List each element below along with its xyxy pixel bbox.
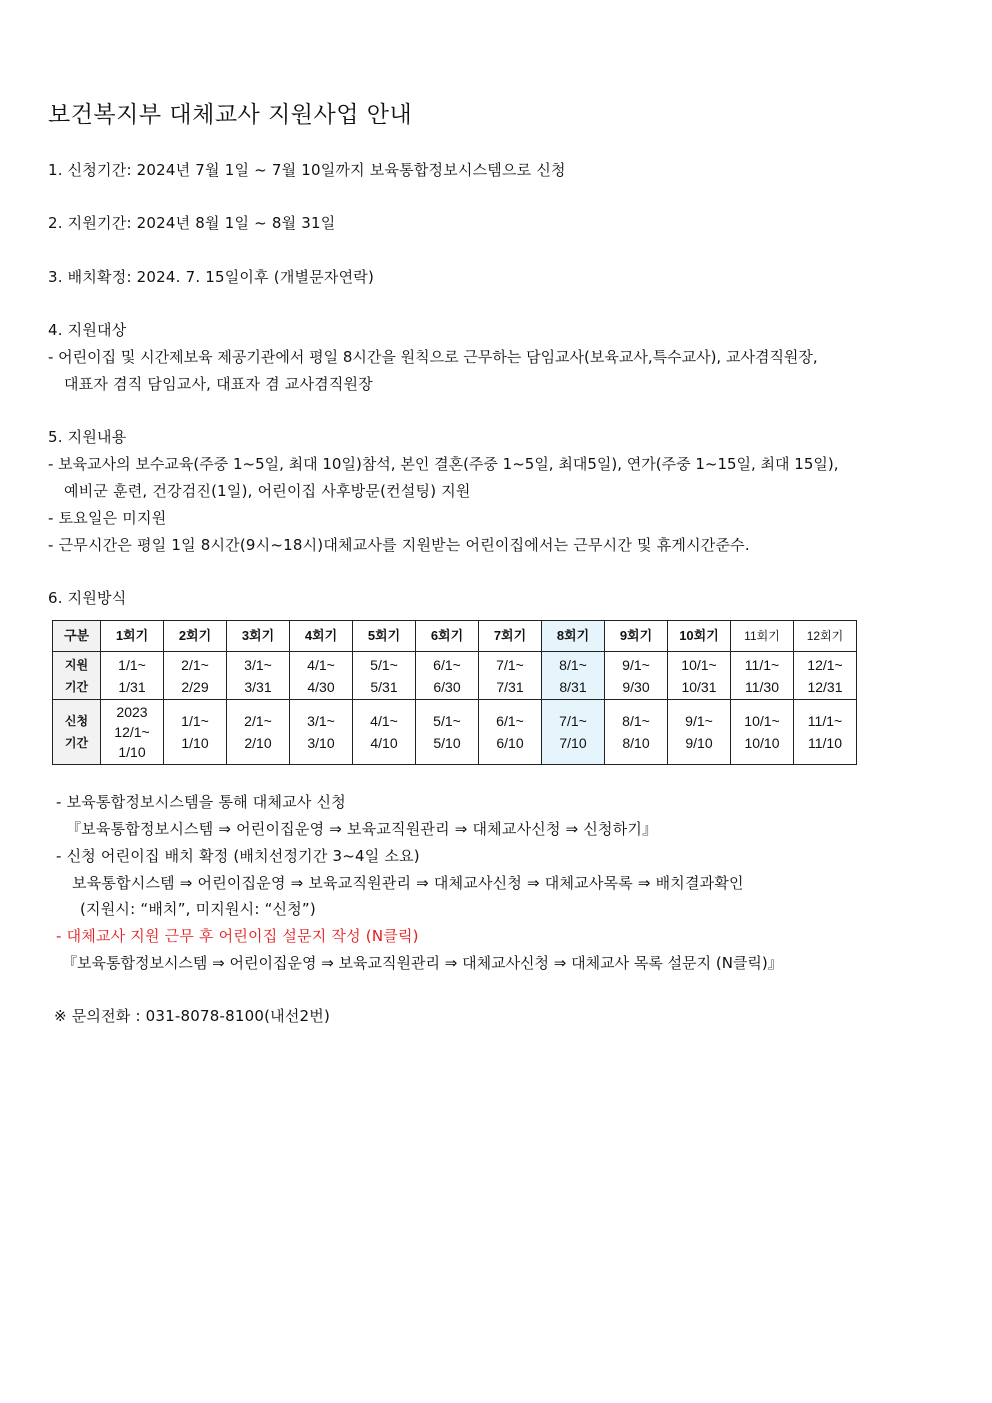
apply-cell: 3/1~ 3/10 [290,700,353,765]
section-method-heading: 6. 지원방식 [48,589,127,607]
section-support-period: 2. 지원기간: 2024년 8월 1일 ~ 8월 31일 [48,214,336,232]
apply-period-row [53,700,857,765]
apply-cell: 5/1~ 5/10 [416,700,479,765]
support-cell: 11/1~ 11/30 [731,652,794,700]
support-cell: 10/1~ 10/31 [668,652,731,700]
apply-cell: 11/1~ 11/10 [794,700,857,765]
section-placement: 3. 배치확정: 2024. 7. 15일이후 (개별문자연락) [48,268,375,286]
apply-cell-highlighted: 7/1~ 7/10 [542,700,605,765]
round-header: 6회기 [416,621,479,652]
apply-cell-first: 2023 12/1~ 1/10 [101,700,164,765]
support-cell: 4/1~ 4/30 [290,652,353,700]
section-content-heading: 5. 지원내용 [48,428,127,446]
support-cell: 2/1~ 2/29 [164,652,227,700]
round-header: 3회기 [227,621,290,652]
contact-phone: ※ 문의전화 : 031-8078-8100(내선2번) [54,1007,331,1025]
note-survey-path: 『보육통합정보시스템 ⇒ 어린이집운영 ⇒ 보육교직원관리 ⇒ 대체교사신청 ⇒ 대체교사 목록 설문지 (N클릭)』 [62,954,783,972]
schedule-table [52,620,857,765]
header-label-cell: 구분 [53,621,101,652]
section-content-line4: - 근무시간은 평일 1일 8시간(9시~18시)대체교사를 지원받는 어린이집에서는 근무시간 및 휴게시간준수. [48,536,750,554]
section-apply-period: 1. 신청기간: 2024년 7월 1일 ~ 7월 10일까지 보육통합정보시스템으로 신청 [48,161,566,179]
apply-cell: 9/1~ 9/10 [668,700,731,765]
table-header-row [53,621,857,652]
round-header: 11회기 [731,621,794,652]
round-header: 5회기 [353,621,416,652]
section-target-line2: 대표자 겸직 담임교사, 대표자 겸 교사겸직원장 [64,375,373,393]
note-apply-via-system: - 보육통합정보시스템을 통해 대체교사 신청 [56,793,346,811]
apply-cell: 4/1~ 4/10 [353,700,416,765]
section-target-line1: - 어린이집 및 시간제보육 제공기관에서 평일 8시간을 원칙으로 근무하는 담임교사(보육교사,특수교사), 교사겸직원장, [48,348,818,366]
apply-cell: 2/1~ 2/10 [227,700,290,765]
support-period-row [53,652,857,700]
round-header: 10회기 [668,621,731,652]
support-cell: 7/1~ 7/31 [479,652,542,700]
round-header: 7회기 [479,621,542,652]
support-period-label: 지원 기간 [53,652,101,700]
round-header: 12회기 [794,621,857,652]
section-content-line1: - 보육교사의 보수교육(주중 1~5일, 최대 10일)참석, 본인 결혼(주중 1~5일, 최대5일), 연가(주중 1~15일, 최대 15일), [48,455,839,473]
support-cell: 6/1~ 6/30 [416,652,479,700]
page-title: 보건복지부 대체교사 지원사업 안내 [48,102,413,128]
note-placement-confirm: - 신청 어린이집 배치 확정 (배치선정기간 3~4일 소요) [56,847,420,865]
round-header: 2회기 [164,621,227,652]
apply-cell: 10/1~ 10/10 [731,700,794,765]
support-cell: 12/1~ 12/31 [794,652,857,700]
note-placement-path: 보육통합시스템 ⇒ 어린이집운영 ⇒ 보육교직원관리 ⇒ 대체교사신청 ⇒ 대체교사목록 ⇒ 배치결과확인 [72,874,744,892]
section-target-heading: 4. 지원대상 [48,321,127,339]
note-placement-status: (지원시: “배치”, 미지원시: “신청”) [80,900,316,918]
round-header: 1회기 [101,621,164,652]
note-survey-red: - 대체교사 지원 근무 후 어린이집 설문지 작성 (N클릭) [56,927,419,945]
apply-cell: 1/1~ 1/10 [164,700,227,765]
apply-period-label: 신청 기간 [53,700,101,765]
round-header-highlighted: 8회기 [542,621,605,652]
round-header: 4회기 [290,621,353,652]
support-cell: 5/1~ 5/31 [353,652,416,700]
apply-cell: 6/1~ 6/10 [479,700,542,765]
round-header: 9회기 [605,621,668,652]
apply-cell: 8/1~ 8/10 [605,700,668,765]
note-apply-path: 『보육통합정보시스템 ⇒ 어린이집운영 ⇒ 보육교직원관리 ⇒ 대체교사신청 ⇒ 신청하기』 [66,820,658,838]
section-content-line2: 예비군 훈련, 건강검진(1일), 어린이집 사후방문(컨설팅) 지원 [64,482,471,500]
support-cell-highlighted: 8/1~ 8/31 [542,652,605,700]
section-content-line3: - 토요일은 미지원 [48,509,167,527]
support-cell: 3/1~ 3/31 [227,652,290,700]
support-cell: 1/1~ 1/31 [101,652,164,700]
support-cell: 9/1~ 9/30 [605,652,668,700]
